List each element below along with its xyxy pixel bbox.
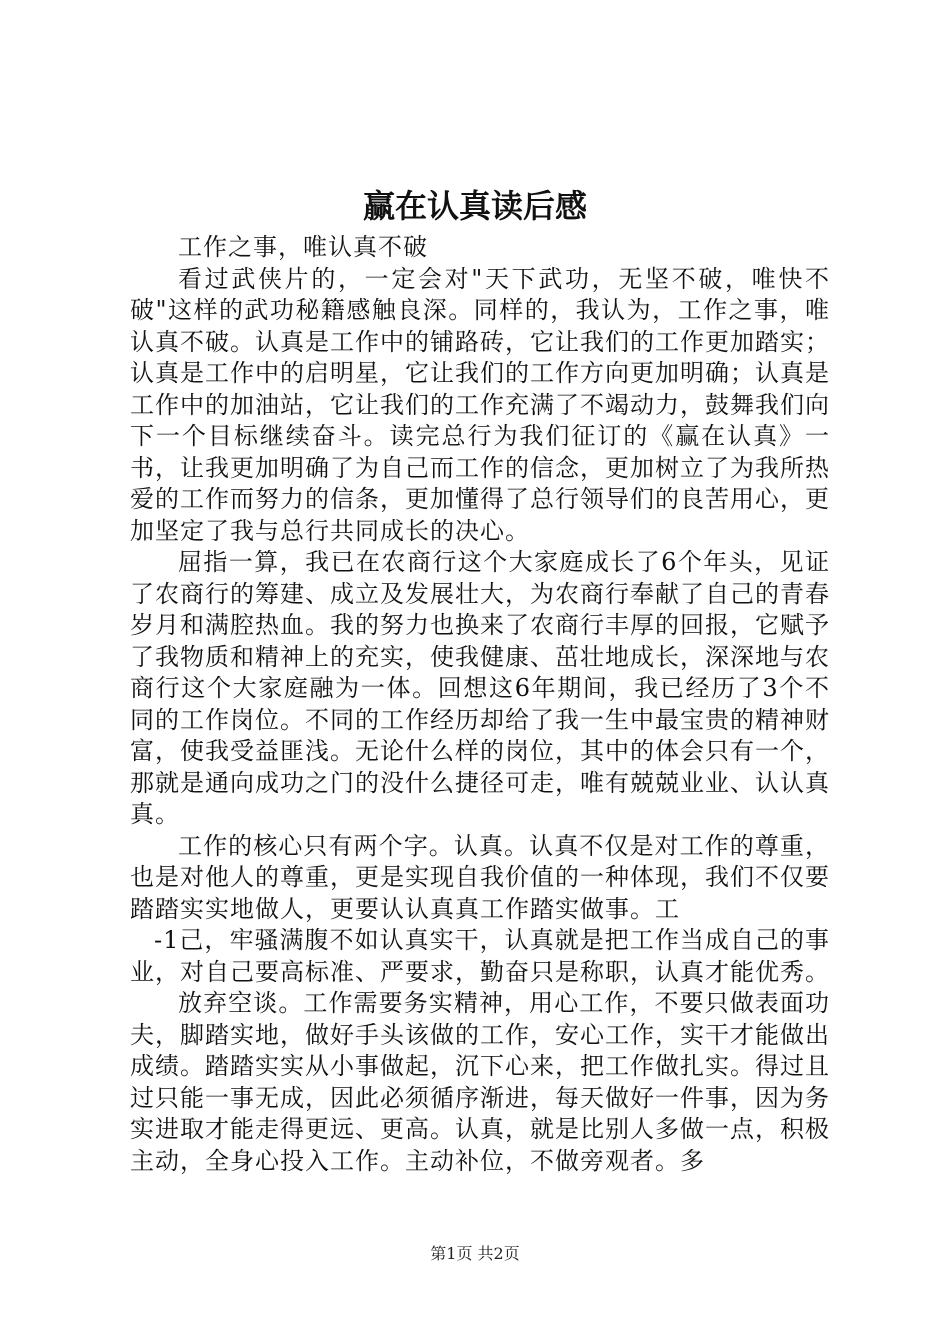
paragraph: 看过武侠片的，一定会对"天下武功，无坚不破，唯快不破"这样的武功秘籍感触良深。同样的，我认为，工作之事，唯认真不破。认真是工作中的铺路砖，它让我们的工作更加踏实；认真是工作中的启明星，它让我们的工作方向更加明确；认真是工作中的加油站，它让我们的工作充满了不竭动力，鼓舞我们向下一个目标继续奋斗。读完总行为我们征订的《赢在认真》一书，让我更加明确了为自己而工作的信念，更加树立了为我所热爱的工作而努力的信条，更加懂得了总行领导们的良苦用心，更加坚定了我与总行共同成长的决心。 bbox=[130, 264, 830, 545]
paragraph-heading: 工作之事，唯认真不破 bbox=[178, 233, 428, 261]
document-body bbox=[130, 232, 830, 1177]
paragraph: 工作的核心只有两个字。认真。认真不仅是对工作的尊重，也是对他人的尊重，更是实现自我价值的一种体现，我们不仅要踏踏实实地做人，更要认认真真工作踏实做事。工 bbox=[130, 831, 830, 923]
document-title: 赢在认真读后感 bbox=[362, 187, 587, 225]
page-footer: 第1页 共2页 bbox=[430, 1244, 520, 1263]
paragraph: 屈指一算，我已在农商行这个大家庭成长了6个年头，见证了农商行的筹建、成立及发展壮大，为农商行奉献了自己的青春岁月和满腔热血。我的努力也换来了农商行丰厚的回报，它赋予了我物质和精神上的充实，使我健康、茁壮地成长，深深地与农商行这个大家庭融为一体。回想这6年期间，我已经历了3个不同的工作岗位。不同的工作经历却给了我一生中最宝贵的精神财富，使我受益匪浅。无论什么样的岗位，其中的体会只有一个，那就是通向成功之门的没什么捷径可走，唯有兢兢业业、认认真真。 bbox=[130, 548, 830, 828]
paragraph: 放弃空谈。工作需要务实精神，用心工作，不要只做表面功夫，脚踏实地，做好手头该做的工作，安心工作，实干才能做出成绩。踏踏实实从小事做起，沉下心来，把工作做扎实。得过且过只能一事无成，因此必须循序渐进，每天做好一件事，因为务实进取才能走得更远、更高。认真，就是比别人多做一点，积极主动，全身心投入工作。主动补位，不做旁观者。多 bbox=[130, 989, 830, 1175]
paragraph-fragment: -1己，牢骚满腹不如认真实干，认真就是把工作当成自己的事业，对自己要高标准、严要求，勤奋只是称职，认真才能优秀。 bbox=[130, 926, 830, 986]
